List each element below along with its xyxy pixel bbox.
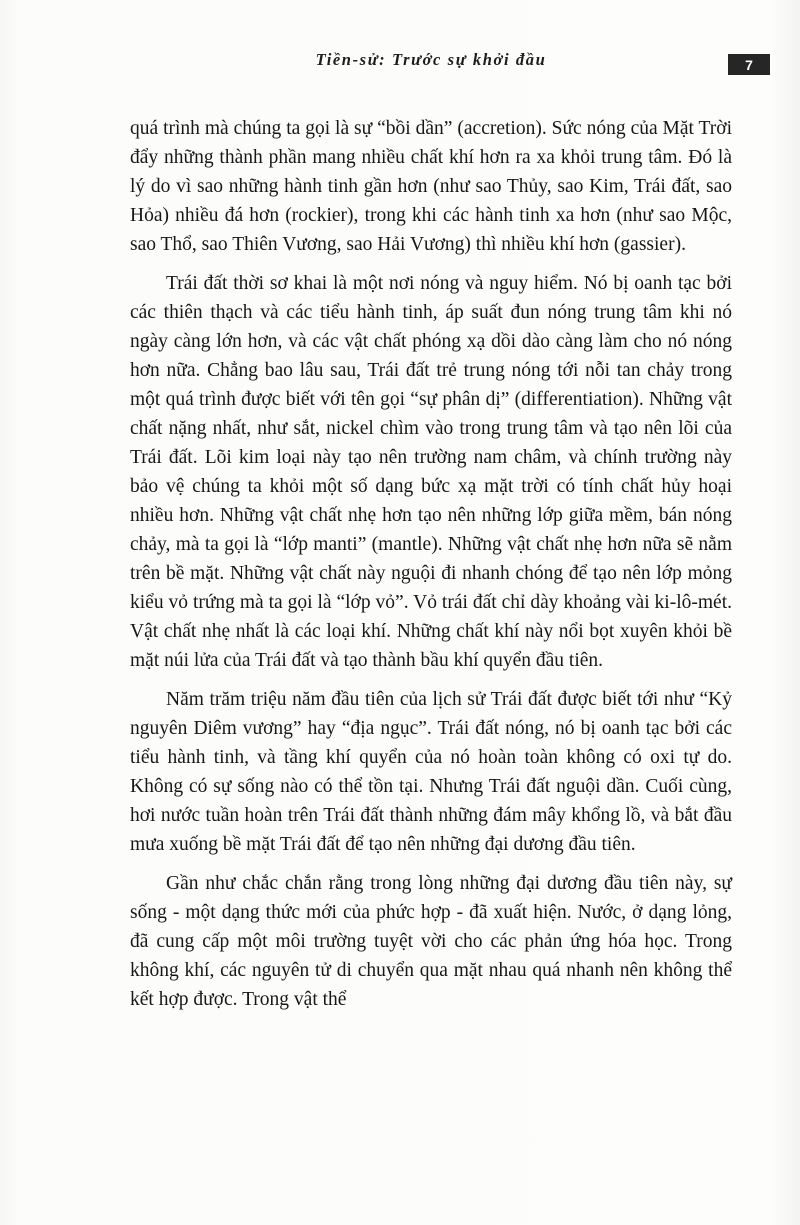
paragraph-first-oceans-life: Gần như chắc chắn rằng trong lòng những đại dương đầu tiên này, sự sống - một dạng thức mới của phức hợp - đã xuất hiện. Nước, ở dạng lỏng, đã cung cấp một môi trường tuyệt vời cho các phản ứng hóa học. Trong không khí, các nguyên tử di chuyển qua mặt nhau quá nhanh nên không thể kết hợp được. Trong vật thể: [130, 873, 732, 1010]
paragraph-differentiation: Trái đất thời sơ khai là một nơi nóng và nguy hiểm. Nó bị oanh tạc bởi các thiên thạch và các tiểu hành tinh, áp suất đun nóng trung tâm khi nó ngày càng lớn hơn, và các vật chất phóng xạ dồi dào càng làm cho nó nóng hơn nữa. Chẳng bao lâu sau, Trái đất trẻ trung nóng tới nỗi tan chảy trong một quá trình được biết với tên gọi “sự phân dị” (differentiation). Những vật chất nặng nhất, như sắt, nickel chìm vào trong trung tâm và tạo nên lõi của Trái đất. Lõi kim loại này tạo nên trường nam châm, và chính trường này bảo vệ chúng ta khỏi một số dạng bức xạ mặt trời có tính chất hủy hoại nhiều hơn. Những vật chất nhẹ hơn tạo nên những lớp giữa mềm, bán nóng chảy, mà ta gọi là “lớp manti” (mantle). Những vật chất nhẹ hơn nữa sẽ nằm trên bề mặt. Những vật chất này nguội đi nhanh chóng để tạo nên lớp mỏng kiểu vỏ trứng mà ta gọi là “lớp vỏ”. Vỏ trái đất chỉ dày khoảng vài ki-lô-mét. Vật chất nhẹ nhất là các loại khí. Những chất khí này nổi bọt xuyên khỏi bề mặt núi lửa của Trái đất và tạo thành bầu khí quyển đầu tiên.: [130, 273, 732, 671]
running-title: Tiền-sử: Trước sự khởi đầu: [315, 50, 547, 69]
page-number: 7: [745, 56, 753, 73]
page-number-badge: [728, 54, 770, 75]
paragraph-hadean-era: Năm trăm triệu năm đầu tiên của lịch sử Trái đất được biết tới như “Kỷ nguyên Diêm vương” hay “địa ngục”. Trái đất nóng, nó bị oanh tạc bởi các tiểu hành tinh, và tầng khí quyển của nó hoàn toàn không có oxi tự do. Không có sự sống nào có thể tồn tại. Nhưng Trái đất nguội dần. Cuối cùng, hơi nước tuần hoàn trên Trái đất thành những đám mây khổng lồ, và bắt đầu mưa xuống bề mặt Trái đất để tạo nên những đại dương đầu tiên.: [130, 689, 732, 855]
paragraph-accretion: quá trình mà chúng ta gọi là sự “bồi dần” (accretion). Sức nóng của Mặt Trời đẩy những thành phần mang nhiều chất khí hơn ra xa khỏi trung tâm. Đó là lý do vì sao những hành tinh gần hơn (như sao Thủy, sao Kim, Trái đất, sao Hỏa) nhiều đá hơn (rockier), trong khi các hành tinh xa hơn (như sao Mộc, sao Thổ, sao Thiên Vương, sao Hải Vương) thì nhiều khí hơn (gassier).: [130, 118, 732, 255]
page-body: [130, 114, 732, 1014]
page-header: [130, 50, 732, 74]
